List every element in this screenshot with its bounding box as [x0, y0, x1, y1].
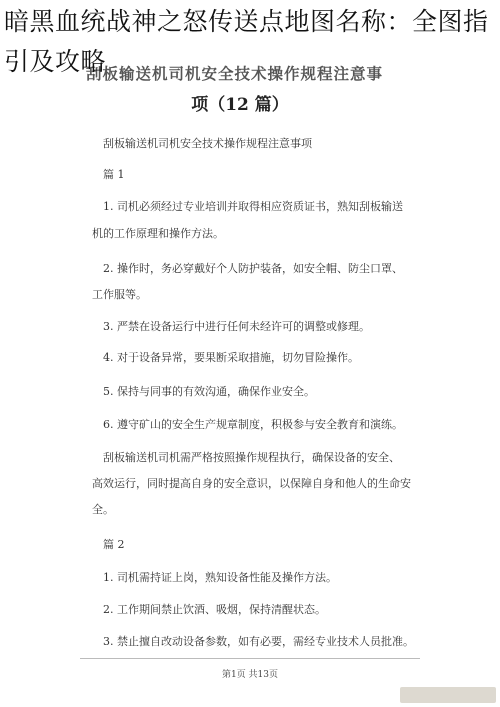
footer-divider: [80, 658, 420, 659]
doc-line-section-1: 篇 1: [103, 168, 125, 181]
overlay-title-line-2: 引及攻略: [4, 47, 107, 76]
document-title-line-2: 项（12 篇）: [191, 95, 289, 115]
overlay-title: [4, 2, 496, 82]
doc-line-section-2: 篇 2: [103, 538, 125, 551]
doc-line-item: 4. 对于设备异常，要果断采取措施，切勿冒险操作。: [103, 351, 359, 364]
doc-line-item: 3. 禁止擅自改动设备参数，如有必要，需经专业技术人员批准。: [103, 635, 414, 648]
page-footer: 第1页 共13页: [221, 670, 279, 680]
doc-line-item: 6. 遵守矿山的安全生产规章制度，积极参与安全教育和演练。: [103, 418, 403, 431]
doc-line-item: 工作服等。: [92, 288, 147, 301]
overlay-title-line-1: 暗黑血统战神之怒传送点地图名称：全图指: [4, 7, 489, 36]
doc-line-item: 1. 司机需持证上岗，熟知设备性能及操作方法。: [103, 571, 337, 584]
doc-line-item: 5. 保持与同事的有效沟通，确保作业安全。: [103, 385, 315, 398]
doc-line-paragraph: 刮板输送机司机需严格按照操作规程执行，确保设备的安全、: [103, 451, 400, 464]
doc-line-item: 2. 工作期间禁止饮酒、吸烟，保持清醒状态。: [103, 603, 326, 616]
doc-line-item: 2. 操作时，务必穿戴好个人防护装备，如安全帽、防尘口罩、: [103, 262, 403, 275]
doc-line-item: 1. 司机必须经过专业培训并取得相应资质证书，熟知刮板输送: [103, 200, 403, 213]
doc-line-item: 机的工作原理和操作方法。: [92, 227, 224, 240]
doc-line-item: 3. 严禁在设备运行中进行任何未经许可的调整或修理。: [103, 320, 370, 333]
doc-line-paragraph: 高效运行，同时提高自身的安全意识，以保障自身和他人的生命安: [92, 477, 411, 490]
document-title-line-1: 刮板输送机司机安全技术操作规程注意事: [86, 64, 384, 83]
doc-line-heading: 刮板输送机司机安全技术操作规程注意事项: [103, 137, 312, 150]
doc-line-paragraph: 全。: [92, 503, 114, 516]
